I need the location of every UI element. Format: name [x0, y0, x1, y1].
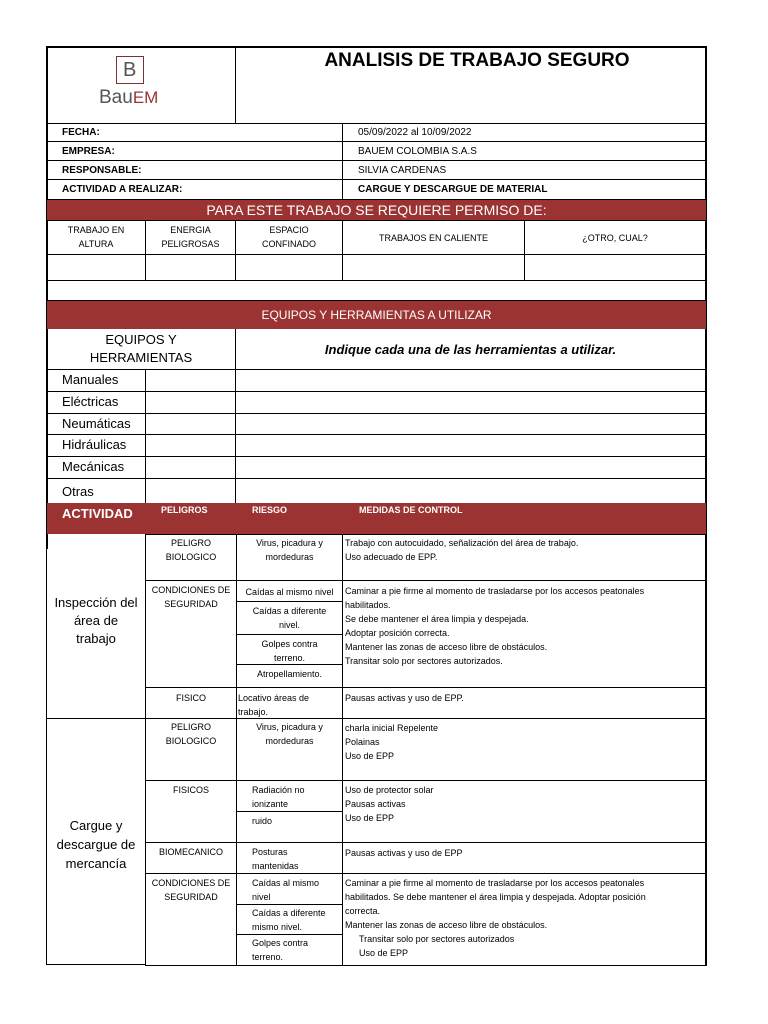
equipo-mecanicas: Mecánicas	[62, 459, 125, 474]
act1-peligro-fisico: FISICO	[175, 693, 206, 703]
act1-medida-2: Caminar a pie firme al momento de trasladarse por los accesos peatonales habilitados. Se debe mantener el área limpia y despejada. Adoptar posición correcta. Mantener las zonas de acceso libre de obstáculos. Transitar solo por sectores autorizados.	[345, 586, 645, 666]
act2-peligro-seguridad: CONDICIONES DE SEGURIDAD	[151, 878, 231, 902]
act1-riesgo-atropellamiento: Atropellamiento.	[256, 669, 323, 679]
permiso-energia: ENERGIA PELIGROSAS	[161, 225, 220, 249]
equipos-head-left: EQUIPOS Y HERRAMIENTAS	[89, 332, 193, 365]
head-medidas: MEDIDAS DE CONTROL	[359, 505, 463, 515]
logo-text: BauEM	[99, 87, 159, 108]
act2-medida-1: charla inicial Repelente Polainas Uso de EPP	[345, 723, 439, 761]
act2-medida-4: Caminar a pie firme al momento de trasladarse por los accesos peatonales habilitados. Se debe mantener el área limpia y despejada. Adoptar posición correcta. Mantener las zonas de acceso libre de obstáculos.	[345, 878, 646, 930]
fecha-label: FECHA:	[62, 127, 100, 138]
act2-riesgo-caidas-mismo: Caídas al mismo nivel	[252, 878, 320, 902]
act1-riesgo-golpes: Golpes contra terreno.	[261, 639, 318, 663]
act2-peligro-fisicos: FISICOS	[172, 785, 209, 795]
responsable-value: SILVIA CARDENAS	[358, 165, 447, 176]
act1-medida-3: Pausas activas y uso de EPP.	[345, 693, 464, 703]
act2-medida-4b: Transitar solo por sectores autorizados Uso de EPP	[359, 934, 515, 958]
equipo-electricas: Eléctricas	[62, 394, 119, 409]
act2-medida-2: Uso de protector solar Pausas activas Uso de EPP	[345, 785, 434, 823]
permiso-espacio: ESPACIO CONFINADO	[262, 225, 316, 249]
fecha-value: 05/09/2022 al 10/09/2022	[358, 127, 472, 138]
permiso-otro: ¿OTRO, CUAL?	[582, 233, 648, 243]
act1-riesgo-caidas-mismo: Caídas al mismo nivel	[245, 587, 334, 597]
page-title: ANALISIS DE TRABAJO SEGURO	[324, 50, 630, 71]
head-peligros: PELIGROS	[161, 505, 208, 515]
act2-peligro-biomecanico: BIOMECANICO	[158, 847, 223, 857]
act2-medida-3: Pausas activas y uso de EPP	[345, 848, 463, 858]
head-actividad: ACTIVIDAD	[62, 506, 133, 521]
act1-peligro-seguridad: CONDICIONES DE SEGURIDAD	[151, 585, 231, 609]
act1-riesgo-virus: Virus, picadura y mordeduras	[256, 538, 323, 562]
act2-peligro-biologico: PELIGRO BIOLOGICO	[165, 722, 217, 746]
permiso-altura: TRABAJO EN ALTURA	[67, 225, 125, 249]
actividad-label: ACTIVIDAD A REALIZAR:	[62, 184, 183, 195]
act1-peligro-biologico: PELIGRO BIOLOGICO	[165, 538, 217, 562]
permiso-caliente: TRABAJOS EN CALIENTE	[378, 233, 489, 243]
responsable-label: RESPONSABLE:	[62, 165, 142, 176]
empresa-value: BAUEM COLOMBIA S.A.S	[358, 146, 477, 157]
permiso-banner: PARA ESTE TRABAJO SE REQUIERE PERMISO DE:	[47, 200, 706, 220]
equipo-neumaticas: Neumáticas	[62, 416, 131, 431]
act2-riesgo-radiacion: Radiación no ionizante	[252, 785, 305, 809]
activity-cargue: Cargue y descargue de mercancía	[56, 818, 136, 871]
act1-medida-1: Trabajo con autocuidado, señalización del área de trabajo. Uso adecuado de EPP.	[345, 538, 579, 562]
act1-riesgo-locativo: Locativo áreas de trabajo.	[238, 693, 310, 717]
equipos-head-right: Indique cada una de las herramientas a utilizar.	[324, 342, 617, 357]
company-logo	[96, 54, 176, 114]
actividad-value: CARGUE Y DESCARGUE DE MATERIAL	[358, 184, 548, 195]
act2-riesgo-virus: Virus, picadura y mordeduras	[256, 722, 323, 746]
equipo-manuales: Manuales	[62, 372, 119, 387]
equipo-otras: Otras	[62, 484, 94, 499]
act2-riesgo-posturas: Posturas mantenidas	[252, 847, 299, 871]
activity-inspeccion: Inspección del área de trabajo	[54, 595, 138, 646]
act2-riesgo-golpes: Golpes contra terreno.	[252, 938, 309, 962]
act1-riesgo-caidas-diferente: Caídas a diferente nivel.	[252, 606, 327, 630]
act2-riesgo-caidas-diferente: Caídas a diferente mismo nivel.	[252, 908, 326, 932]
empresa-label: EMPRESA:	[62, 146, 115, 157]
act2-riesgo-ruido: ruido	[252, 816, 273, 826]
head-riesgo: RIESGO	[252, 505, 288, 515]
equipo-hidraulicas: Hidráulicas	[62, 437, 127, 452]
equipos-banner: EQUIPOS Y HERRAMIENTAS A UTILIZAR	[47, 301, 706, 329]
logo-letter: B	[123, 59, 137, 81]
